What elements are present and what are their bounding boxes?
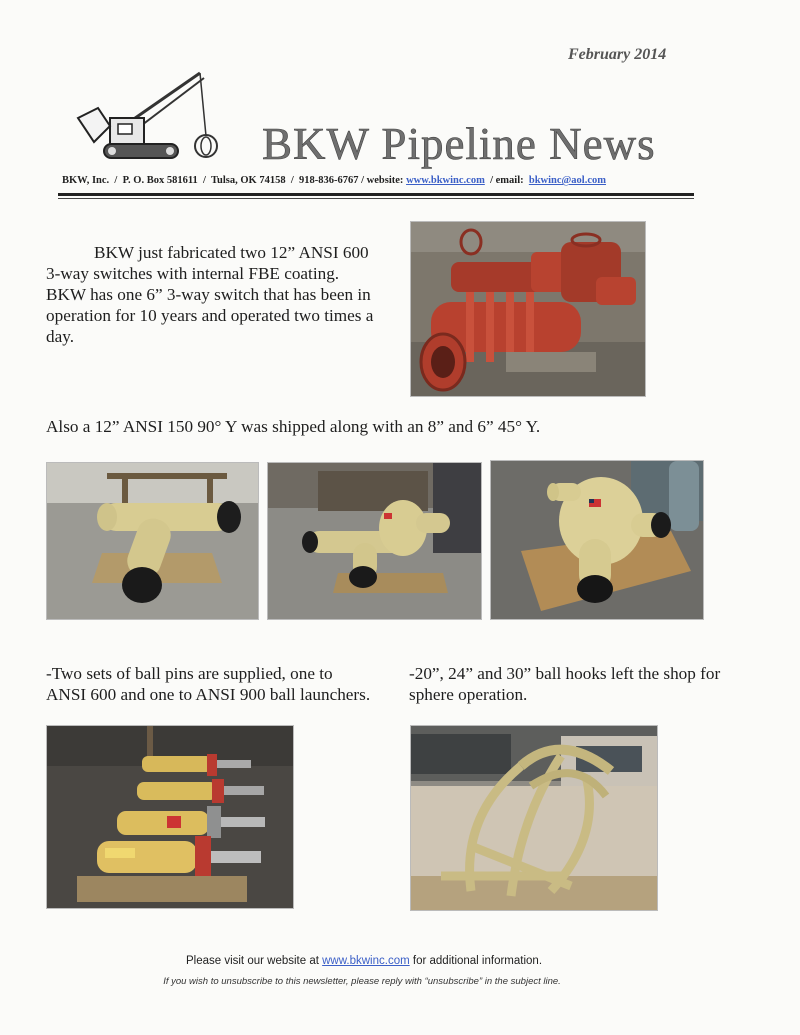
city-state-zip: Tulsa, OK 74158 xyxy=(211,175,286,186)
photo-red-3way-switches xyxy=(410,221,646,397)
header-divider-thick xyxy=(58,193,694,196)
footer-website-link[interactable]: www.bkwinc.com xyxy=(322,955,410,967)
website-link[interactable]: www.bkwinc.com xyxy=(406,175,485,186)
email-label: / email: xyxy=(490,175,524,186)
footer-visit-suffix: for additional information. xyxy=(412,955,543,967)
photo-8in-45-y xyxy=(267,462,482,620)
email-link[interactable]: bkwinc@aol.com xyxy=(528,175,607,186)
company-name: BKW, Inc. xyxy=(62,175,110,186)
article-ball-hooks-text: -20”, 24” and 30” ball hooks left the shop for sphere operation. xyxy=(409,664,721,704)
photo-6in-45-y xyxy=(490,460,704,620)
phone-number: 918-836-6767 xyxy=(299,175,359,186)
article-switches-text: BKW just fabricated two 12” ANSI 600 3-way switches with internal FBE coating. BKW has one 6” 3-way switch that has been in operation for 10 years and operated two times a day. xyxy=(46,243,374,346)
newsletter-title: BKW Pipeline News xyxy=(262,119,656,169)
footer-visit-line xyxy=(0,955,728,967)
website-label: / website: xyxy=(361,175,404,186)
pipelayer-logo-icon xyxy=(68,68,218,168)
photo-ball-hooks xyxy=(410,725,658,911)
photo-12in-90-y xyxy=(46,462,259,620)
issue-date: February 2014 xyxy=(568,46,667,63)
header-divider-thin xyxy=(58,198,694,199)
po-box: P. O. Box 581611 xyxy=(122,175,198,186)
article-wyes-text: Also a 12” ANSI 150 90° Y was shipped along with an 8” and 6” 45° Y. xyxy=(46,417,541,436)
photo-ball-pins xyxy=(46,725,294,909)
company-logo xyxy=(68,68,218,168)
footer-visit-prefix: Please visit our website at xyxy=(185,955,319,967)
footer-unsubscribe-note: If you wish to unsubscribe to this newsletter, please reply with “unsubscribe” in the subject line. xyxy=(163,976,561,987)
contact-line: BKW, Inc. / P. O. Box 581611 / Tulsa, OK 74158 / 918-836-6767 / website: www.bkwinc.com / email: bkwinc@aol.com xyxy=(62,175,607,186)
article-ball-pins-text: -Two sets of ball pins are supplied, one to ANSI 600 and one to ANSI 900 ball launchers. xyxy=(46,664,371,704)
